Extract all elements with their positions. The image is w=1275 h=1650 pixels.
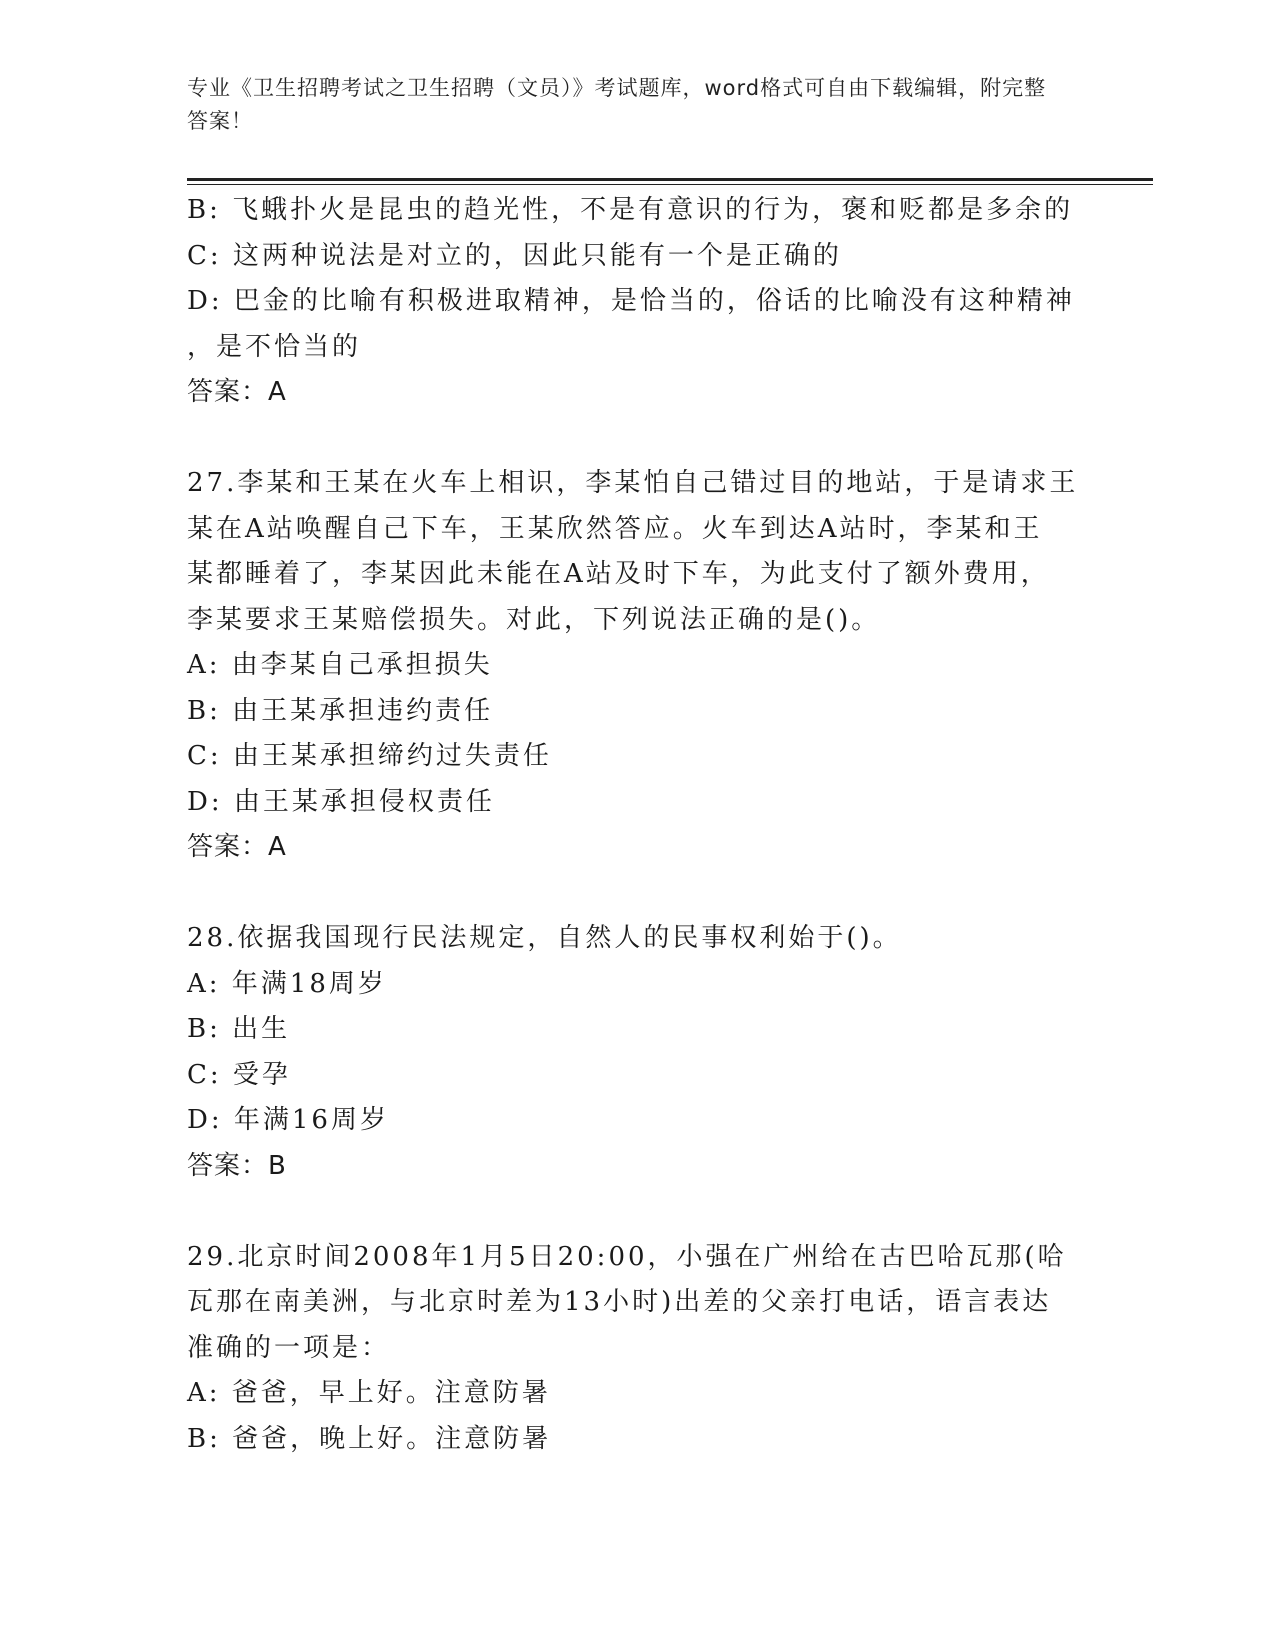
option-b: B: 出生 (187, 1014, 291, 1044)
question-text: 某在A站唤醒自己下车，王某欣然答应。火车到达A站时，李某和王 (187, 513, 1043, 544)
question-list (187, 188, 1087, 1462)
question-28 (187, 916, 1087, 1189)
question-text: 29.北京时间2008年1月5日20:00，小强在广州给在古巴哈瓦那(哈 (187, 1241, 1067, 1272)
option-b: B: 由王某承担违约责任 (187, 695, 494, 726)
question-text: 27.李某和王某在火车上相识，李某怕自己错过目的地站，于是请求王 (187, 468, 1079, 498)
question-26-tail (187, 188, 1087, 416)
header-rule-thick (187, 178, 1153, 181)
answer: 答案：A (187, 832, 287, 862)
document-header: 专业《卫生招聘考试之卫生招聘（文员）》考试题库，word格式可自由下载编辑，附完整答案！ (187, 76, 1047, 133)
option-c: C: 由王某承担缔约过失责任 (187, 741, 552, 771)
option-d: D: 由王某承担侵权责任 (187, 786, 495, 817)
option-d-continued: ，是不恰当的 (187, 331, 362, 362)
spacer (187, 416, 1087, 462)
option-c: C: 这两种说法是对立的，因此只能有一个是正确的 (187, 240, 842, 271)
answer: 答案：A (187, 377, 287, 407)
option-a: A: 由李某自己承担损失 (187, 650, 493, 680)
question-text: 准确的一项是： (187, 1332, 391, 1363)
spacer (187, 871, 1087, 917)
option-b: B: 爸爸，晚上好。注意防暑 (187, 1423, 552, 1454)
option-a: A: 爸爸，早上好。注意防暑 (187, 1378, 551, 1408)
question-text: 李某要求王某赔偿损失。对此，下列说法正确的是()。 (187, 604, 881, 635)
spacer (187, 1189, 1087, 1235)
option-d: D: 年满16周岁 (187, 1105, 389, 1135)
question-text: 瓦那在南美洲，与北京时差为13小时)出差的父亲打电话，语言表达 (187, 1287, 1052, 1317)
option-b: B: 飞蛾扑火是昆虫的趋光性，不是有意识的行为，褒和贬都是多余的 (187, 195, 1074, 225)
option-d: D: 巴金的比喻有积极进取精神，是恰当的，俗话的比喻没有这种精神 (187, 286, 1075, 316)
question-text: 某都睡着了，李某因此未能在A站及时下车，为此支付了额外费用， (187, 559, 1050, 589)
option-c: C: 受孕 (187, 1059, 291, 1090)
question-text: 28.依据我国现行民法规定，自然人的民事权利始于()。 (187, 923, 902, 953)
option-a: A: 年满18周岁 (187, 968, 387, 999)
header-rule-thin (187, 184, 1153, 185)
answer: 答案：B (187, 1150, 287, 1181)
question-27 (187, 461, 1087, 871)
question-29 (187, 1235, 1087, 1463)
